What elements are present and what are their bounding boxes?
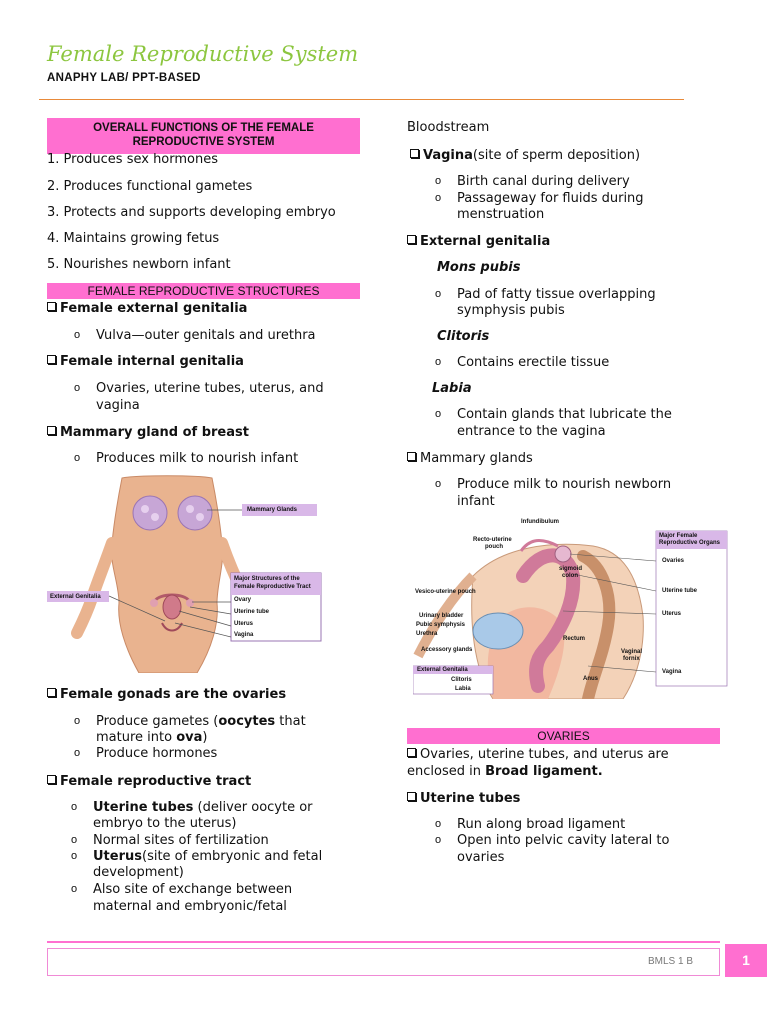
label-ovaries: Ovaries bbox=[662, 558, 685, 564]
label-sigmoid-2: colon bbox=[562, 573, 578, 579]
structures-band-label: FEMALE REPRODUCTIVE STRUCTURES bbox=[87, 284, 320, 298]
label-clitoris: Clitoris bbox=[451, 677, 472, 683]
label-vagina: Vagina bbox=[234, 632, 254, 638]
label-major-structures-1: Major Structures of the bbox=[234, 576, 300, 582]
ovaries-line-2 bbox=[407, 764, 603, 780]
labia-heading: Labia bbox=[432, 381, 472, 396]
label-vaginal-fornix-1: Vaginal bbox=[621, 649, 643, 655]
bullet-icon: o bbox=[74, 382, 81, 394]
gonads-label: Female gonads are the ovaries bbox=[60, 687, 287, 702]
checkbox-bullet-icon bbox=[407, 748, 416, 757]
vagina-item-2-line-2: menstruation bbox=[457, 207, 545, 222]
text-span: (site of embryonic and fetal bbox=[142, 849, 323, 864]
footer-rule bbox=[47, 941, 720, 943]
structures-band bbox=[47, 283, 360, 299]
bullet-icon: o bbox=[74, 329, 81, 341]
checkbox-bullet-icon bbox=[47, 775, 56, 784]
text-span: that bbox=[275, 714, 306, 729]
label-infundibulum: Infundibulum bbox=[521, 519, 559, 525]
vulva-item: Vulva—outer genitals and urethra bbox=[96, 328, 316, 343]
bullet-icon: o bbox=[71, 801, 78, 813]
ovaries-line-1 bbox=[407, 747, 669, 763]
uterine-tubes-label: Uterine tubes bbox=[420, 791, 521, 806]
oocytes-term: oocytes bbox=[218, 714, 276, 729]
checkbox-bullet-icon bbox=[47, 426, 56, 435]
text-span: Ovaries, uterine tubes, and uterus are bbox=[420, 747, 669, 762]
mons-item-line-1: Pad of fatty tissue overlapping bbox=[457, 287, 656, 302]
header-rule bbox=[39, 99, 684, 100]
checkbox-bullet-icon bbox=[47, 688, 56, 697]
label-vagina-2: Vagina bbox=[662, 669, 682, 675]
tract-heading bbox=[47, 774, 251, 790]
external-genitalia-r-heading bbox=[407, 234, 550, 250]
gonads-heading bbox=[47, 687, 286, 703]
label-urinary-bladder: Urinary bladder bbox=[419, 613, 464, 619]
text-span: mature into bbox=[96, 730, 177, 745]
ovaries-band-label: OVARIES bbox=[537, 729, 590, 743]
label-accessory-glands: Accessory glands bbox=[421, 647, 473, 653]
tract-item-4-line-1: Also site of exchange between bbox=[93, 882, 293, 897]
broad-ligament-term: Broad ligament. bbox=[485, 764, 603, 779]
footer-course: BMLS 1 B bbox=[648, 956, 694, 967]
label-rectum: Rectum bbox=[563, 636, 586, 642]
internal-item-line-1: Ovaries, uterine tubes, uterus, and bbox=[96, 381, 324, 396]
document-title: Female Reproductive System bbox=[47, 42, 359, 66]
mammary-glands-item-line-1: Produce milk to nourish newborn bbox=[457, 477, 672, 492]
external-genitalia-heading bbox=[47, 301, 247, 317]
bullet-icon: o bbox=[435, 192, 442, 204]
mammary-label: Mammary gland of breast bbox=[60, 425, 249, 440]
label-recto-uterine-2: pouch bbox=[485, 544, 503, 550]
uterus-term: Uterus bbox=[93, 849, 142, 864]
checkbox-bullet-icon bbox=[407, 792, 416, 801]
mammary-heading bbox=[47, 425, 249, 441]
checkbox-bullet-icon bbox=[407, 235, 416, 244]
bullet-icon: o bbox=[435, 478, 442, 490]
uterine-tubes-heading bbox=[407, 791, 520, 807]
label-major-female-1: Major Female bbox=[659, 533, 698, 539]
label-labia: Labia bbox=[455, 686, 471, 692]
label-major-female-2: Reproductive Organs bbox=[659, 540, 721, 546]
label-sigmoid-1: sigmoid bbox=[559, 566, 583, 572]
function-1: 1. Produces sex hormones bbox=[47, 152, 219, 167]
internal-genitalia-heading bbox=[47, 354, 244, 370]
gonads-item-1-line-2 bbox=[96, 730, 207, 746]
text-span: Produce gametes ( bbox=[96, 714, 219, 729]
label-ovary: Ovary bbox=[234, 597, 252, 603]
female-body-illustration bbox=[47, 473, 325, 673]
bloodstream-text: Bloodstream bbox=[407, 120, 490, 135]
tract-item-1-line-1 bbox=[93, 800, 313, 816]
pelvis-section-figure bbox=[413, 516, 733, 699]
text-span: ) bbox=[202, 730, 208, 745]
function-2: 2. Produces functional gametes bbox=[47, 179, 253, 194]
mammary-item: Produces milk to nourish infant bbox=[96, 451, 299, 466]
vagina-heading bbox=[410, 148, 640, 164]
label-uterus: Uterus bbox=[234, 621, 254, 627]
gonads-item-1-line-1 bbox=[96, 714, 306, 730]
mons-pubis-heading: Mons pubis bbox=[437, 260, 521, 275]
female-body-figure bbox=[47, 473, 325, 673]
bullet-icon: o bbox=[74, 715, 81, 727]
label-mammary-glands: Mammary Glands bbox=[247, 507, 298, 513]
ova-term: ova bbox=[176, 730, 203, 745]
page-number: 1 bbox=[725, 944, 767, 977]
bullet-icon: o bbox=[74, 452, 81, 464]
label-uterine-tube-2: Uterine tube bbox=[662, 588, 698, 594]
external-genitalia-label: Female external genitalia bbox=[60, 301, 248, 316]
label-external-genitalia-2: External Genitalia bbox=[417, 667, 468, 673]
label-uterus-2: Uterus bbox=[662, 611, 682, 617]
ovaries-band bbox=[407, 728, 720, 744]
bullet-icon: o bbox=[71, 834, 78, 846]
footer-box bbox=[47, 948, 720, 976]
tract-label: Female reproductive tract bbox=[60, 774, 252, 789]
uterine-tubes-item-2-line-1: Open into pelvic cavity lateral to bbox=[457, 833, 670, 848]
labia-item-line-2: entrance to the vagina bbox=[457, 424, 606, 439]
vagina-item-2-line-1: Passageway for fluids during bbox=[457, 191, 644, 206]
labia-item-line-1: Contain glands that lubricate the bbox=[457, 407, 672, 422]
label-anus: Anus bbox=[583, 676, 598, 682]
bullet-icon: o bbox=[435, 818, 442, 830]
internal-item-line-2: vagina bbox=[96, 398, 140, 413]
bullet-icon: o bbox=[71, 850, 78, 862]
external-genitalia-r-label: External genitalia bbox=[420, 234, 551, 249]
functions-band bbox=[47, 118, 360, 154]
text-span: enclosed in bbox=[407, 764, 486, 779]
tract-item-2: Normal sites of fertilization bbox=[93, 833, 269, 848]
uterine-tubes-item-2-line-2: ovaries bbox=[457, 850, 505, 865]
function-5: 5. Nourishes newborn infant bbox=[47, 257, 231, 272]
functions-band-label: OVERALL FUNCTIONS OF THE FEMALE REPRODUCTIVE SYSTEM bbox=[93, 122, 314, 148]
text-span: (deliver oocyte or bbox=[193, 800, 313, 815]
mammary-glands-label: Mammary glands bbox=[420, 451, 533, 466]
bullet-icon: o bbox=[435, 408, 442, 420]
label-uterine-tube: Uterine tube bbox=[234, 609, 270, 615]
mons-item-line-2: symphysis pubis bbox=[457, 303, 565, 318]
label-external-genitalia: External Genitalia bbox=[50, 594, 101, 600]
bullet-icon: o bbox=[435, 834, 442, 846]
document-subtitle: ANAPHY LAB/ PPT-BASED bbox=[47, 72, 201, 84]
label-recto-uterine-1: Recto-uterine bbox=[473, 537, 512, 543]
tract-item-3-line-2: development) bbox=[93, 865, 184, 880]
gonads-item-2: Produce hormones bbox=[96, 746, 218, 761]
function-3: 3. Protects and supports developing embryo bbox=[47, 205, 336, 220]
clitoris-heading: Clitoris bbox=[437, 329, 490, 344]
label-urethra: Urethra bbox=[416, 631, 438, 637]
label-vaginal-fornix-2: fornix bbox=[623, 656, 640, 662]
function-4: 4. Maintains growing fetus bbox=[47, 231, 220, 246]
label-major-structures-2: Female Reproductive Tract bbox=[234, 584, 311, 590]
label-pubic-symphysis: Pubic symphysis bbox=[416, 622, 466, 628]
label-vesico-uterine: Vesico-uterine pouch bbox=[415, 589, 476, 595]
text-span: (site of sperm deposition) bbox=[472, 148, 641, 163]
tract-item-1-line-2: embryo to the uterus) bbox=[93, 816, 237, 831]
internal-genitalia-label: Female internal genitalia bbox=[60, 354, 244, 369]
uterine-tubes-item-1: Run along broad ligament bbox=[457, 817, 626, 832]
bullet-icon: o bbox=[435, 356, 442, 368]
bullet-icon: o bbox=[74, 747, 81, 759]
vagina-item-1: Birth canal during delivery bbox=[457, 174, 630, 189]
checkbox-bullet-icon bbox=[410, 149, 419, 158]
vagina-term: Vagina bbox=[423, 148, 473, 163]
uterine-tubes-term: Uterine tubes bbox=[93, 800, 194, 815]
mammary-glands-item-line-2: infant bbox=[457, 494, 495, 509]
bullet-icon: o bbox=[71, 883, 78, 895]
checkbox-bullet-icon bbox=[407, 452, 416, 461]
bullet-icon: o bbox=[435, 288, 442, 300]
mammary-glands-heading bbox=[407, 451, 533, 467]
clitoris-item: Contains erectile tissue bbox=[457, 355, 610, 370]
checkbox-bullet-icon bbox=[47, 302, 56, 311]
tract-item-4-line-2: maternal and embryonic/fetal bbox=[93, 899, 287, 914]
bullet-icon: o bbox=[435, 175, 442, 187]
tract-item-3-line-1 bbox=[93, 849, 322, 865]
checkbox-bullet-icon bbox=[47, 355, 56, 364]
